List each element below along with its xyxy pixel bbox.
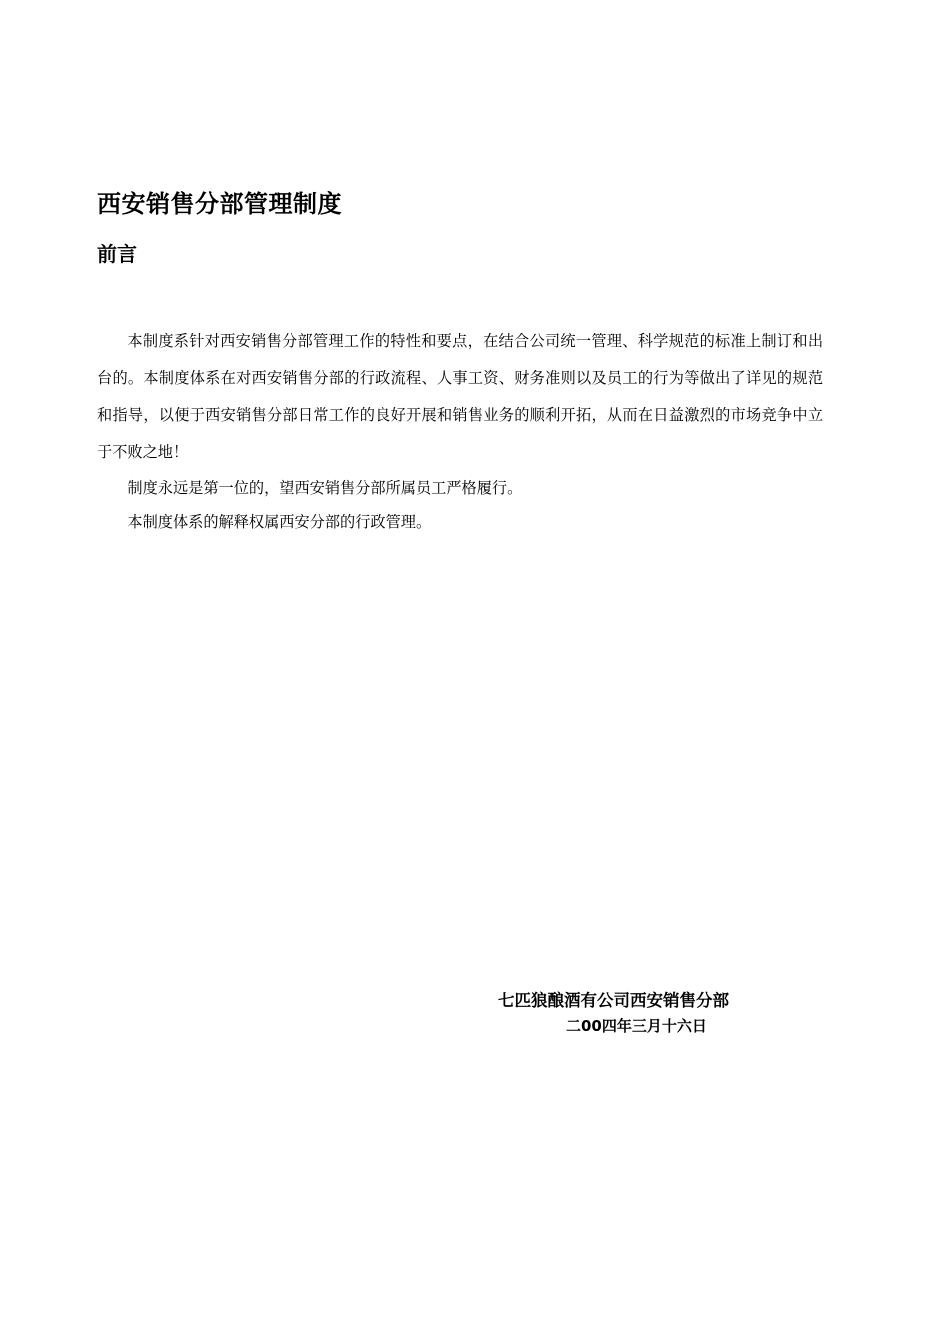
preface-paragraph-2: 制度永远是第一位的，望西安销售分部所属员工严格履行。	[127, 479, 523, 497]
section-title-preface: 前言	[97, 242, 137, 266]
signature-block	[498, 988, 788, 1038]
preface-body	[97, 323, 823, 539]
signature-date: 二00四年三月十六日	[566, 1017, 707, 1035]
signature-company: 七匹狼酿酒有公司西安销售分部	[498, 991, 729, 1010]
preface-paragraph-3: 本制度体系的解释权属西安分部的行政管理。	[127, 513, 432, 531]
document-title: 西安销售分部管理制度	[97, 190, 342, 218]
preface-paragraph-1: 本制度系针对西安销售分部管理工作的特性和要点，在结合公司统一管理、科学规范的标准上制订和出台的。本制度体系在对西安销售分部的行政流程、人事工资、财务准则以及员工的行为等做出了详见的规范和指导，以便于西安销售分部日常工作的良好开展和销售业务的顺利开拓，从而在日益激烈的市场竞争中立于不败之地！	[97, 332, 823, 461]
